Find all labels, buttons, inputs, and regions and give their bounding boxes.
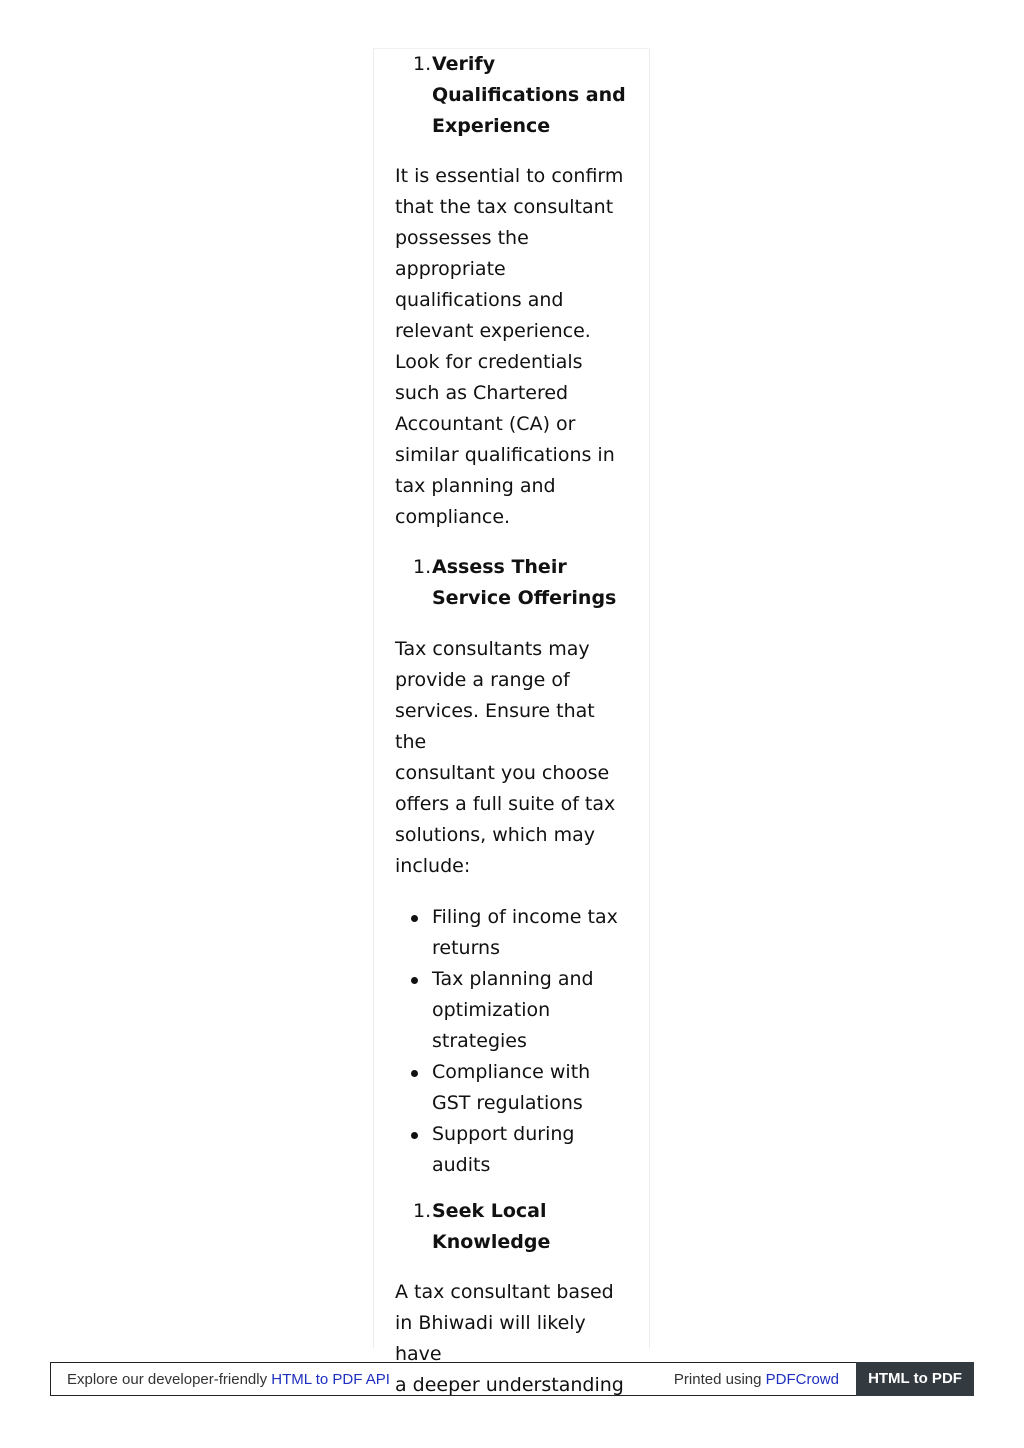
text-line: compliance. <box>395 506 511 528</box>
text-line: such as Chartered <box>395 382 569 404</box>
text-line: solutions, which may <box>395 824 596 846</box>
text-line: services. Ensure that the <box>395 700 595 753</box>
bullet-icon <box>411 915 418 922</box>
heading-line: Experience <box>432 115 551 137</box>
text-line: audits <box>432 1154 491 1176</box>
text-line: strategies <box>432 1030 527 1052</box>
footer-printed-using <box>674 1371 839 1388</box>
pdfcrowd-link[interactable]: PDFCrowd <box>765 1371 839 1388</box>
heading-line: Seek Local <box>432 1200 547 1222</box>
text-line: A tax consultant based <box>395 1281 614 1303</box>
text-line: Compliance with <box>432 1061 591 1083</box>
text-line: Tax planning and <box>432 968 594 990</box>
bullet-icon <box>411 1132 418 1139</box>
text-line: returns <box>432 937 500 959</box>
text-line: Support during <box>432 1123 575 1145</box>
heading-line: Assess Their <box>432 556 567 578</box>
text-line: that the tax consultant <box>395 196 614 218</box>
pdfcrowd-footer <box>50 1362 974 1396</box>
list-item <box>395 1057 631 1119</box>
article-body <box>395 49 631 1401</box>
text-line: appropriate <box>395 258 506 280</box>
numbered-heading-verify-qualifications <box>395 49 631 142</box>
service-bullet-list <box>395 902 631 1181</box>
list-item <box>395 902 631 964</box>
footer-promo <box>67 1371 390 1388</box>
text-line: tax planning and <box>395 475 556 497</box>
article-column <box>373 48 650 1396</box>
text-line: GST regulations <box>432 1092 583 1114</box>
numbered-heading-service-offerings <box>395 552 631 614</box>
text-line: Tax consultants may <box>395 638 590 660</box>
heading-line: Service Offerings <box>432 587 617 609</box>
text-line: Filing of income tax <box>432 906 618 928</box>
text-line: Accountant (CA) or <box>395 413 576 435</box>
list-item <box>395 964 631 1057</box>
text-line: relevant experience. <box>395 320 591 342</box>
html-to-pdf-api-link[interactable]: HTML to PDF API <box>271 1371 390 1388</box>
paragraph-services <box>395 634 631 882</box>
text-line: similar qualifications in <box>395 444 615 466</box>
text-line: consultant you choose <box>395 762 610 784</box>
text-line: It is essential to confirm <box>395 165 624 187</box>
numbered-heading-local-knowledge <box>395 1196 631 1258</box>
footer-printed-text: Printed using <box>673 1371 766 1388</box>
footer-promo-text: Explore our developer-friendly <box>67 1371 272 1388</box>
heading-line: Qualifications and <box>432 84 626 106</box>
paragraph-qualifications <box>395 161 631 533</box>
list-number: 1. <box>413 53 432 75</box>
text-line: qualifications and <box>395 289 564 311</box>
bullet-icon <box>411 977 418 984</box>
text-line: offers a full suite of tax <box>395 793 616 815</box>
text-line: a deeper understanding <box>395 1374 624 1396</box>
list-number: 1. <box>413 1200 432 1222</box>
text-line: provide a range of <box>395 669 570 691</box>
text-line: possesses the <box>395 227 529 249</box>
text-line: include: <box>395 855 471 877</box>
text-line: optimization <box>432 999 551 1021</box>
heading-line: Verify <box>432 53 496 75</box>
bullet-icon <box>411 1070 418 1077</box>
heading-line: Knowledge <box>432 1231 551 1253</box>
text-line: Look for credentials <box>395 351 583 373</box>
text-line: in Bhiwadi will likely have <box>395 1312 586 1365</box>
list-item <box>395 1119 631 1181</box>
list-number: 1. <box>413 556 432 578</box>
html-to-pdf-badge[interactable]: HTML to PDF <box>856 1362 974 1396</box>
